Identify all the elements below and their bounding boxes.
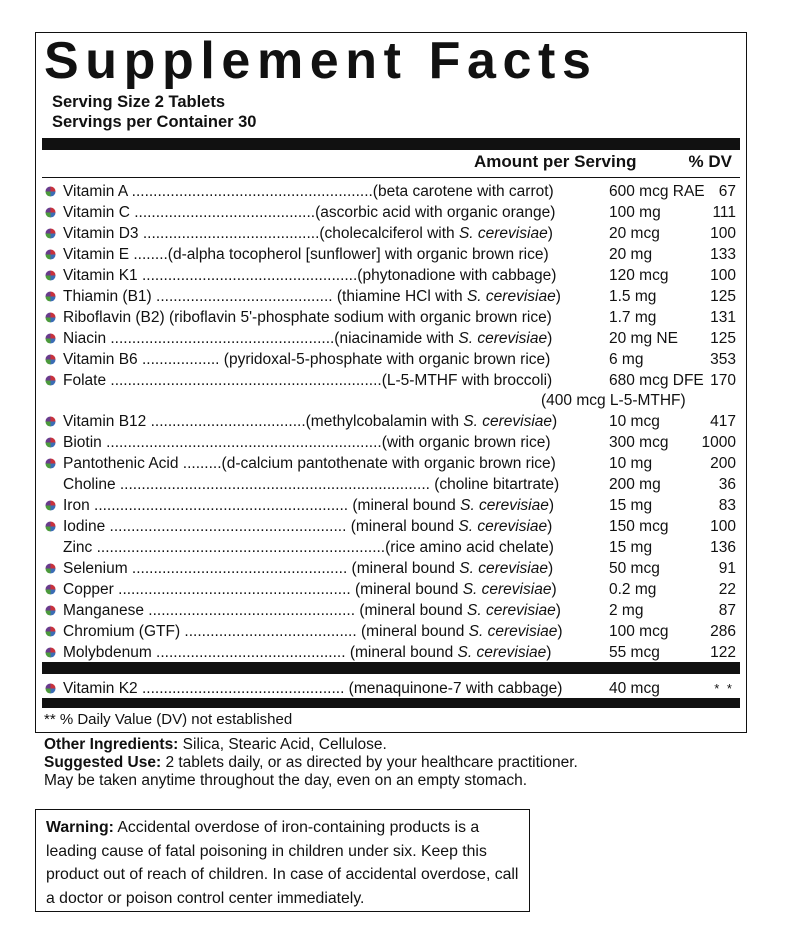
nutrient-leaf-icon xyxy=(45,249,56,260)
nutrient-leaf-icon xyxy=(45,270,56,281)
nutrient-leaf-icon xyxy=(45,683,56,694)
nutrient-name: Vitamin A ........................................................(beta carotene with carrot) xyxy=(63,183,554,200)
nutrient-row xyxy=(42,349,742,370)
nutrient-leaf-icon xyxy=(45,458,56,469)
nutrient-amount: 6 mg xyxy=(609,351,644,368)
nutrient-name: Choline ........................................................................ (choline bitartrate) xyxy=(63,476,560,493)
nutrient-dv: 22 xyxy=(718,581,736,598)
nutrient-name: Vitamin E ........(d-alpha tocopherol [sunflower] with organic brown rice) xyxy=(63,246,549,263)
nutrient-dv: 100 xyxy=(710,225,736,242)
nutrient-row xyxy=(42,411,742,432)
nutrient-amount: 15 mg xyxy=(609,497,653,514)
nutrient-amount: 20 mcg xyxy=(609,225,660,242)
nutrient-amount: 2 mg xyxy=(609,602,644,619)
servings-per-container: Servings per Container 30 xyxy=(52,113,257,131)
thick-divider-top xyxy=(42,138,740,150)
nutrient-leaf-icon xyxy=(45,354,56,365)
nutrient-dv: 170 xyxy=(710,372,736,389)
nutrient-name: Riboflavin (B2) (riboflavin 5'-phosphate sodium with organic brown rice) xyxy=(63,309,552,326)
nutrient-name: Vitamin K1 ..................................................(phytonadione with cabbage) xyxy=(63,267,557,284)
nutrient-name: Vitamin B12 ....................................(methylcobalamin with S. cerevisiae) xyxy=(63,413,558,430)
supplement-facts-panel xyxy=(35,32,747,733)
nutrient-amount: 100 mg xyxy=(609,204,661,221)
nutrient-dv: 353 xyxy=(710,351,736,368)
nutrient-row xyxy=(42,579,742,600)
nutrient-amount: 20 mg NE xyxy=(609,330,678,347)
nutrient-row xyxy=(42,474,742,495)
nutrient-leaf-icon xyxy=(45,563,56,574)
nutrient-row xyxy=(42,558,742,579)
nutrient-row xyxy=(42,600,742,621)
panel-title: Supplement Facts xyxy=(44,32,598,90)
nutrient-leaf-icon xyxy=(45,207,56,218)
nutrient-leaf-icon xyxy=(45,647,56,658)
nutrient-row xyxy=(42,432,742,453)
nutrient-name: Niacin ....................................................(niacinamide with S. cerevisiae) xyxy=(63,330,553,347)
nutrient-dv: 131 xyxy=(710,309,736,326)
suggested-use-line2: May be taken anytime throughout the day, even on an empty stomach. xyxy=(44,772,528,789)
nutrient-leaf-icon xyxy=(45,291,56,302)
nutrient-leaf-icon xyxy=(45,312,56,323)
nutrient-amount: 55 mcg xyxy=(609,644,660,661)
nutrient-dv: 417 xyxy=(710,413,736,430)
serving-size: Serving Size 2 Tablets xyxy=(52,93,226,111)
thin-divider xyxy=(42,177,740,178)
nutrient-name: Vitamin D3 .........................................(cholecalciferol with S. cerevisiae) xyxy=(63,225,553,242)
nutrient-name: Biotin ................................................................(with organic brown rice) xyxy=(63,434,551,451)
nutrient-dv: * * xyxy=(714,681,734,696)
nutrient-name: Folate ...............................................................(L-5-MTHF with broccoli) xyxy=(63,372,553,389)
nutrient-row xyxy=(42,495,742,516)
nutrient-leaf-icon xyxy=(45,584,56,595)
nutrient-name: Vitamin K2 ............................................... (menaquinone-7 with cabbage) xyxy=(63,680,563,697)
nutrient-dv: 125 xyxy=(710,330,736,347)
nutrient-amount: 1.5 mg xyxy=(609,288,657,305)
nutrient-leaf-icon xyxy=(45,333,56,344)
nutrient-leaf-icon xyxy=(45,500,56,511)
nutrient-row xyxy=(42,181,742,202)
nutrient-name: Pantothenic Acid .........(d-calcium pantothenate with organic brown rice) xyxy=(63,455,556,472)
other-ingredients xyxy=(44,736,744,754)
nutrient-name: Zinc ...................................................................(rice amino acid chelate) xyxy=(63,539,554,556)
nutrient-dv: 100 xyxy=(710,518,736,535)
use-text: 2 tablets daily, or as directed by your healthcare practitioner. xyxy=(161,754,578,771)
nutrient-leaf-icon xyxy=(45,375,56,386)
nutrient-leaf-icon xyxy=(45,437,56,448)
nutrient-dv: 100 xyxy=(710,267,736,284)
nutrient-name: Thiamin (B1) ......................................... (thiamine HCl with S. cerevisiae) xyxy=(63,288,561,305)
nutrient-name: Iodine ....................................................... (mineral bound S. cerevisiae) xyxy=(63,518,553,535)
nutrient-row xyxy=(42,537,742,558)
nutrient-dv: 83 xyxy=(718,497,736,514)
nutrient-row xyxy=(42,286,742,307)
nutrient-amount: 200 mg xyxy=(609,476,661,493)
nutrient-dv: 286 xyxy=(710,623,736,640)
nutrient-name: Vitamin B6 .................. (pyridoxal-5-phosphate with organic brown rice) xyxy=(63,351,551,368)
nutrient-name: Manganese ................................................ (mineral bound S. cerevisiae) xyxy=(63,602,561,619)
nutrient-amount: 600 mcg RAE xyxy=(609,183,705,200)
nutrient-dv: 136 xyxy=(710,539,736,556)
header-dv: % DV xyxy=(688,152,732,171)
nutrient-amount: 120 mcg xyxy=(609,267,669,284)
nutrient-amount: 40 mcg xyxy=(609,680,660,697)
nutrient-dv: 200 xyxy=(710,455,736,472)
nutrient-dv: 1000 xyxy=(701,434,736,451)
nutrient-amount: 20 mg xyxy=(609,246,653,263)
other-info xyxy=(44,736,744,790)
nutrient-amount: 10 mg xyxy=(609,455,653,472)
nutrient-amount: 100 mcg xyxy=(609,623,669,640)
nutrient-row xyxy=(42,516,742,537)
nutrient-amount: 150 mcg xyxy=(609,518,669,535)
warning-text: Accidental overdose of iron-containing products is a leading cause of fatal poisoning in children under six. Keep this product out of reach of children. In case of accidental overdose, call a doctor or poison control center immediately. xyxy=(46,819,519,907)
nutrient-dv: 67 xyxy=(718,183,736,200)
nutrient-table xyxy=(42,181,742,663)
footnote: ** % Daily Value (DV) not established xyxy=(44,711,293,728)
nutrient-row xyxy=(42,202,742,223)
nutrient-amount: 10 mcg xyxy=(609,413,660,430)
suggested-use xyxy=(44,754,744,772)
nutrient-row xyxy=(42,244,742,265)
nutrient-name: Vitamin C ..........................................(ascorbic acid with organic orange) xyxy=(63,204,556,221)
nutrient-amount: 0.2 mg xyxy=(609,581,657,598)
nutrient-dv: 91 xyxy=(718,560,736,577)
nutrient-leaf-icon xyxy=(45,228,56,239)
serving-info xyxy=(52,92,257,132)
nutrient-amount: 1.7 mg xyxy=(609,309,657,326)
ingredients-text: Silica, Stearic Acid, Cellulose. xyxy=(178,736,387,753)
nutrient-leaf-icon xyxy=(45,626,56,637)
nutrient-row xyxy=(42,642,742,663)
nutrient-dv: 36 xyxy=(718,476,736,493)
nutrient-name: Selenium .................................................. (mineral bound S. cerevisiae) xyxy=(63,560,554,577)
header-amount: Amount per Serving xyxy=(474,152,637,171)
nutrient-dv: 111 xyxy=(712,204,736,221)
nutrient-amount: 300 mcg xyxy=(609,434,669,451)
thick-divider-bottom xyxy=(42,698,740,708)
nutrient-leaf-icon xyxy=(45,521,56,532)
nutrient-leaf-icon xyxy=(45,416,56,427)
ingredients-label: Other Ingredients: xyxy=(44,736,179,753)
nutrient-row xyxy=(42,453,742,474)
nutrient-name: Copper ...................................................... (mineral bound S. cerevisiae) xyxy=(63,581,557,598)
nutrient-name: Chromium (GTF) ........................................ (mineral bound S. cerevisiae) xyxy=(63,623,563,640)
nutrient-dv: 125 xyxy=(710,288,736,305)
nutrient-row xyxy=(42,328,742,349)
nutrient-row xyxy=(42,370,742,411)
nutrient-leaf-icon xyxy=(45,605,56,616)
nutrient-row xyxy=(42,621,742,642)
nutrient-dv: 122 xyxy=(710,644,736,661)
nutrient-amount: 50 mcg xyxy=(609,560,660,577)
nutrient-amount: 15 mg xyxy=(609,539,653,556)
warning-label: Warning: xyxy=(46,819,114,836)
warning-box xyxy=(35,809,530,912)
nutrient-leaf-icon xyxy=(45,186,56,197)
nutrient-amount: 680 mcg DFE xyxy=(609,372,704,389)
nutrient-name: Molybdenum ............................................ (mineral bound S. cerevisiae) xyxy=(63,644,552,661)
nutrient-row xyxy=(42,307,742,328)
nutrient-row-vitamin-k2 xyxy=(42,678,742,699)
use-label: Suggested Use: xyxy=(44,754,162,771)
nutrient-name: Iron ........................................................... (mineral bound S. cerevisiae) xyxy=(63,497,555,514)
nutrient-sub-amount: (400 mcg L-5-MTHF) xyxy=(541,392,686,409)
nutrient-row xyxy=(42,223,742,244)
nutrient-row xyxy=(42,265,742,286)
thick-divider-mid xyxy=(42,662,740,674)
nutrient-dv: 133 xyxy=(710,246,736,263)
nutrient-dv: 87 xyxy=(718,602,736,619)
